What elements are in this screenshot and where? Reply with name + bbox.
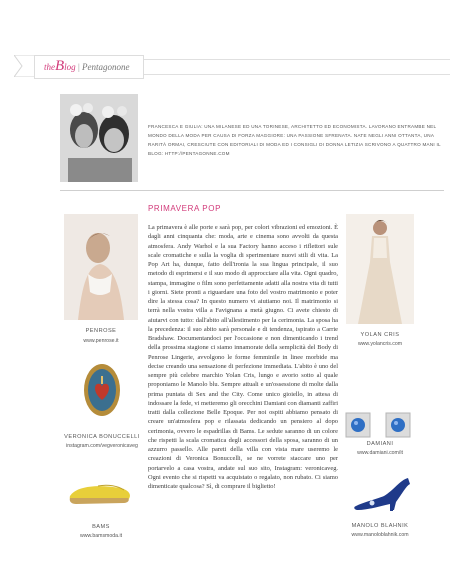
product-name-damiani: DAMIANI [366,441,394,447]
header-ribbon [0,52,460,80]
authors-photo [60,94,138,182]
veronica-bonuccelli-brooch [82,362,122,418]
product-name-manolo-blahnik: MANOLO BLAHNIK [351,523,409,529]
product-name-veronica-bonuccelli: VERONICA BONUCCELLI [64,434,140,440]
product-url-damiani: www.damiani.com/it [357,450,403,456]
article-title: PRIMAVERA POP [148,204,222,213]
bams-espadrille [68,478,134,506]
ribbon-tail-icon [14,55,36,77]
intro-text: FRANCESCA E GIULIA: UNA MILANESE ED UNA TORINESE, ARCHITETTO ED ECONOMISTA. LAVORANO ENTRAMBE NEL MONDO DELLA MODA PER CAUSA DI FORZA MAGGIORE: UNA PASSIONE SFRENATA. NATE NEGLI ANNI OTTANTA, UNA RARITÀ ORMAI, CRESCIUTE CON EDITORIALI DI MODA ED I CONSIGLI DI DONNA LETIZIA SCRIVONO A QUATTRO MANI IL BLOG: HTTP://PENTAGONNE.COM [148,124,441,156]
product-url-manolo-blahnik: www.manoloblahnik.com [351,532,409,538]
brand-separator: | [77,62,80,72]
penrose-photo [64,214,138,320]
product-url-yolan-cris: www.yolancris.com [357,341,403,347]
blog-brand [44,58,130,75]
brand-rest: log [64,62,76,72]
product-name-bams: BAMS [92,524,110,530]
yolan-cris-dress-photo [346,214,414,324]
brand-initial: B [55,58,65,74]
product-url-bams: www.bamsmoda.it [79,533,123,539]
manolo-blahnik-shoe [350,472,414,512]
product-name-penrose: PENROSE [85,328,117,334]
product-url-penrose: www.penrose.it [83,338,119,344]
divider [60,190,444,191]
damiani-earrings [342,412,416,438]
brand-section: Pentagonone [82,62,130,72]
brand-prefix: the [44,62,55,72]
article-body: La primavera è alle porte e sarà pop, per colori vibrazioni ed emozioni. È dagli anni cinquanta che: moda, arte e cinema sono avvolti da questa atmosfera. Andy Warhol e la sua Factory hanno acceso i riflettori sule scale cromatiche e sulla la voglia di sperimentare nuovi stili di vita. La Pop Art ha, dunque, fatto dell'ironia la sua lingua principale, il suo metodo di esprimersi e il suo modo di approcciare alla vita. Ogni quadro, stampa, immagine o film sono perfettamente adatti alla nostra vita di tutti i giorni. Siete pronti a riguardare una foto del vostro matrimonio e poter dire la stessa cosa? In questo numero vi aiutiamo noi. Il matrimonio si terrà nella vostra villa a Favignana a metà giugno. Ci avete chiesto di aiutarvi con tutto: dall'abito all'allestimento per la cerimonia. La sposa ha la precedenza: il suo abito sarà personale e di tendenza, ispirato a Carrie Bradshaw. Documentandoci per l'occasione e non dimenticando i trend della prossima stagione ci siamo innamorate della semplicità del Body di Penrose Lingerie, avvolgono le forme femminile in linee morbide ma decise creando una sensazione di perfezione immediata. L'abito è uno del sempre più celebre marchio Yolan Cris, lungo e avorio sotto al quale proponiamo le Manolo blu. Sempre attuali e un'ossessione di molte dalla prima puntata di Sex and the City. Come unico gioiello, in attesa di indossare la fede, vi metteremo gli orecchini Damiani con diamanti zaffiri tratti dalla collezione Belle Epoque. Per noi ospiti abbiamo pensato di creare un'atmosfera pop e rilassata dedicando un pensiero al dopo cerimonia, ovvero le espadrillas di Bams. Le sedute saranno di un colore che rispetti la scala cromatica degli accessori della sposa, saranno di un azzurro passello. Alle pareti della villa con vista mare useremo le creazioni di Veronica Bonuccelli, se ne vorrete staccare uno per portarvelo a casa vostra, andate sul suo sito, Instagram: veronicaveg. Ogni evento che si rispetti va acquistato o regalato, non rubato. Ci siamo dimenticate qualcosa? Sì, di comprare il biglietto! [148,224,338,490]
product-url-veronica-bonuccelli: instagram.com/vegveronicaveg [66,443,138,449]
product-name-yolan-cris: YOLAN CRIS [360,332,400,338]
authors-photo-graphic [60,94,138,182]
